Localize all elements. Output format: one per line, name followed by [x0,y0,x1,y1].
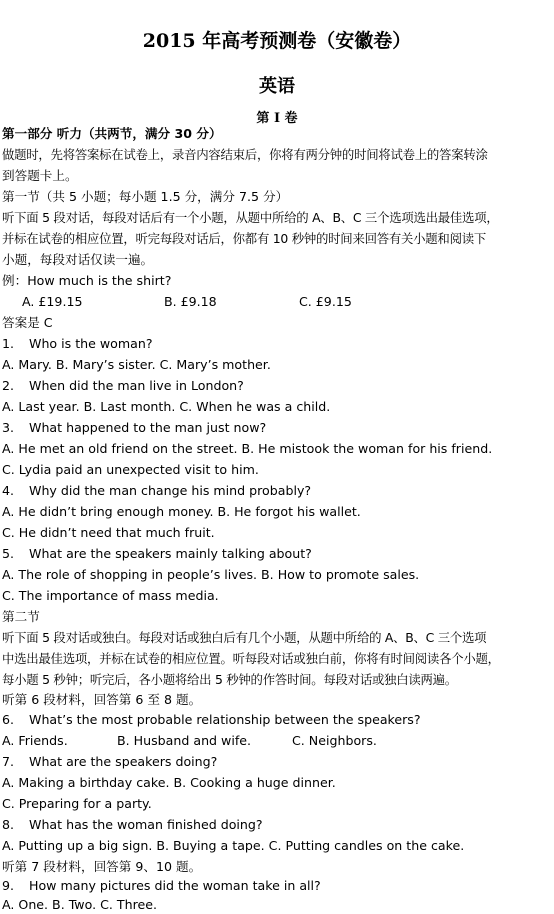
section2-instruction-line: 每小题 5 秒钟；听完后，各小题将给出 5 秒钟的作答时间。每段对话或独白读两遍。 [2,672,457,687]
question-options: A. He didn’t bring enough money. B. He forgot his wallet. [2,504,361,519]
question-item [2,815,552,835]
question-item [2,481,552,501]
question-text: What has the woman finished doing? [29,817,263,832]
question-number: 6. [2,712,15,727]
question-text: What happened to the man just now? [29,420,267,435]
question-number: 5. [2,546,15,561]
example-question: 例：How much is the shirt? [2,273,172,288]
question-options: C. He didn’t need that much fruit. [2,525,215,540]
question-number: 1. [2,336,15,351]
section1-instruction-line: 并标在试卷的相应位置，听完每段对话后，你都有 10 秒钟的时间来回答有关小题和阅读下 [2,231,486,246]
example-option: C. £9.15 [299,294,352,309]
question-options: C. Preparing for a party. [2,796,152,811]
question-text: Who is the woman? [29,336,153,351]
question-item [2,418,552,438]
material-instruction: 听第 6 段材料，回答第 6 至 8 题。 [2,692,202,707]
question-number: 7. [2,754,15,769]
question-options: A. One. B. Two. C. Three. [2,897,157,912]
question-options: C. The importance of mass media. [2,588,219,603]
question-option: C. Neighbors. [292,733,377,748]
section2-instruction-line: 中选出最佳选项，并标在试卷的相应位置。听每段对话或独白前，你将有时间阅读各个小题， [2,651,500,666]
question-option: A. Friends. [2,733,68,748]
question-text: What’s the most probable relationship between the speakers? [29,712,421,727]
question-text: What are the speakers mainly talking about? [29,546,312,561]
question-options: A. He met an old friend on the street. B. He mistook the woman for his friend. [2,441,493,456]
example-options [2,292,552,312]
example-answer: 答案是 C [2,315,53,330]
question-options: A. The role of shopping in people’s lives. B. How to promote sales. [2,567,420,582]
question-options: C. Lydia paid an unexpected visit to him. [2,462,259,477]
part1-instruction-line: 到答题卡上。 [2,168,78,183]
question-text: Why did the man change his mind probably? [29,483,312,498]
question-item [2,334,552,354]
question-text: What are the speakers doing? [29,754,218,769]
question-number: 8. [2,817,15,832]
question-text: When did the man live in London? [29,378,244,393]
question-number: 4. [2,483,15,498]
material-instruction: 听第 7 段材料，回答第 9、10 题。 [2,859,202,874]
question-number: 3. [2,420,15,435]
exam-title: 2015 年高考预测卷（安徽卷） [142,30,412,52]
subject-title: 英语 [259,76,295,97]
question-options: A. Mary. B. Mary’s sister. C. Mary’s mother. [2,357,271,372]
example-option: B. £9.18 [164,294,217,309]
question-item [2,752,552,772]
question-text: How many pictures did the woman take in all? [29,878,321,893]
section2-instruction-line: 听下面 5 段对话或独白。每段对话或独白后有几个小题，从题中所给的 A、B、C 三个选项 [2,630,487,645]
section2-heading: 第二节 [2,609,40,624]
volume-title: 第 I 卷 [256,111,298,126]
part1-heading: 第一部分 听力（共两节，满分 30 分） [2,126,222,141]
question-item [2,876,552,896]
question-option: B. Husband and wife. [117,733,252,748]
question-options: A. Last year. B. Last month. C. When he was a child. [2,399,331,414]
question-number: 9. [2,878,15,893]
example-option: A. £19.15 [22,294,83,309]
section1-instruction-line: 听下面 5 段对话，每段对话后有一个小题，从题中所给的 A、B、C 三个选项选出最佳选项， [2,210,499,225]
question-options: A. Making a birthday cake. B. Cooking a huge dinner. [2,775,336,790]
question-options: A. Putting up a big sign. B. Buying a tape. C. Putting candles on the cake. [2,838,465,853]
question-item [2,710,552,730]
section1-instruction-line: 小题，每段对话仅读一遍。 [2,252,154,267]
question-item [2,376,552,396]
question-item [2,544,552,564]
question-number: 2. [2,378,15,393]
part1-instruction-line: 做题时，先将答案标在试卷上，录音内容结束后，你将有两分钟的时间将试卷上的答案转涂 [2,147,488,162]
question-options [2,731,552,751]
section1-heading: 第一节（共 5 小题；每小题 1.5 分，满分 7.5 分） [2,189,289,204]
